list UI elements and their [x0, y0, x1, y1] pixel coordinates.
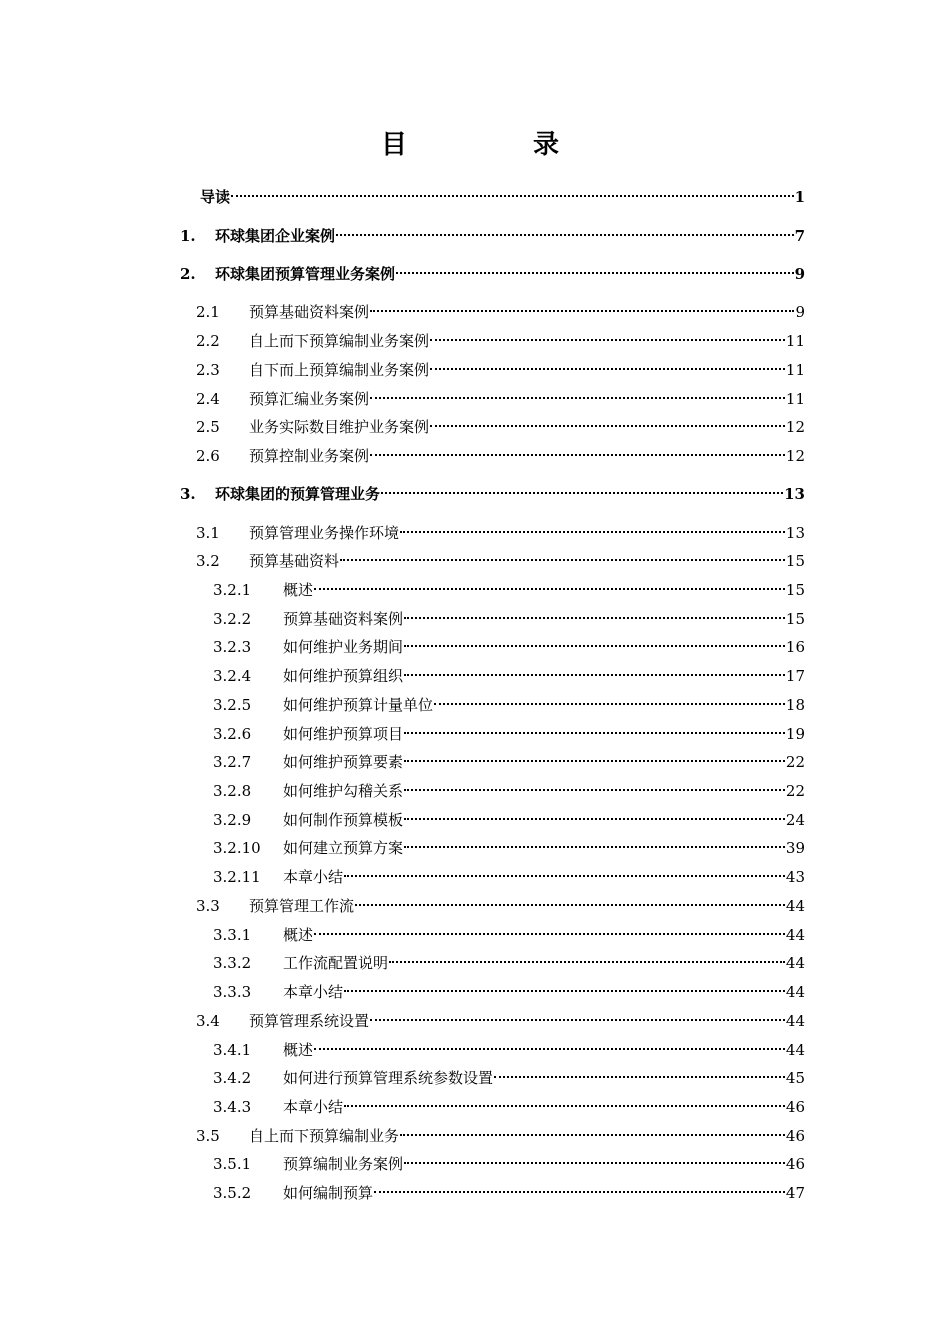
toc-entry-title: 如何维护预算要素 — [283, 753, 404, 771]
toc-entry-number: 3.3 — [196, 897, 220, 915]
toc-leader-dots — [404, 674, 785, 676]
toc-entry-title: 预算编制业务案例 — [283, 1155, 404, 1173]
toc-entry-page: 11 — [785, 390, 805, 408]
toc-entry[interactable] — [0, 1125, 950, 1147]
toc-leader-dots — [400, 1134, 785, 1136]
toc-leader-dots — [374, 1191, 785, 1193]
toc-entry[interactable] — [0, 866, 950, 888]
toc-entry-title: 预算管理业务操作环境 — [249, 524, 400, 542]
toc-entry-number: 3.2.6 — [213, 725, 252, 743]
toc-entry-title: 本章小结 — [283, 868, 344, 886]
toc-entry[interactable] — [0, 263, 950, 285]
toc-entry-page: 43 — [785, 868, 805, 886]
toc-leader-dots — [381, 492, 783, 494]
toc-leader-dots — [400, 531, 785, 533]
toc-entry-number: 3.3.2 — [213, 954, 252, 972]
toc-leader-dots — [344, 990, 785, 992]
toc-entry-title: 如何维护业务期间 — [283, 638, 404, 656]
toc-entry-page: 44 — [785, 926, 805, 944]
toc-entry-page: 46 — [785, 1155, 805, 1173]
toc-entry[interactable] — [0, 483, 950, 505]
toc-entry-page: 46 — [785, 1127, 805, 1145]
toc-leader-dots — [370, 454, 785, 456]
toc-entry[interactable] — [0, 608, 950, 630]
toc-entry-number: 3.4 — [196, 1012, 220, 1030]
toc-entry[interactable] — [0, 359, 950, 381]
toc-entry-number: 3.3.3 — [213, 983, 252, 1001]
toc-entry-title: 业务实际数目维护业务案例 — [249, 418, 430, 436]
toc-entry[interactable] — [0, 1182, 950, 1204]
toc-entry-title: 本章小结 — [283, 983, 344, 1001]
toc-entry-number: 3. — [180, 485, 196, 503]
toc-entry[interactable] — [0, 636, 950, 658]
toc-entry-number: 3.2.4 — [213, 667, 252, 685]
toc-leader-dots — [404, 789, 785, 791]
toc-entry[interactable] — [0, 330, 950, 352]
page-title: 目 录 — [380, 130, 609, 160]
toc-entry-page: 1 — [794, 188, 805, 206]
toc-leader-dots — [336, 234, 794, 236]
toc-entry[interactable] — [0, 694, 950, 716]
toc-entry-title: 如何维护勾稽关系 — [283, 782, 404, 800]
toc-entry[interactable] — [0, 723, 950, 745]
toc-leader-dots — [231, 195, 794, 197]
toc-leader-dots — [404, 760, 785, 762]
toc-leader-dots — [314, 1048, 785, 1050]
toc-entry-title: 预算控制业务案例 — [249, 447, 370, 465]
toc-entry-title: 环球集团的预算管理业务 — [215, 485, 381, 503]
toc-entry-page: 13 — [784, 485, 805, 503]
toc-entry-number: 2.5 — [196, 418, 220, 436]
toc-entry-page: 11 — [785, 332, 805, 350]
toc-entry-title: 本章小结 — [283, 1098, 344, 1116]
toc-entry-number: 3.2.2 — [213, 610, 252, 628]
toc-entry-page: 15 — [785, 581, 805, 599]
toc-entry-page: 15 — [785, 610, 805, 628]
toc-entry-title: 预算汇编业务案例 — [249, 390, 370, 408]
toc-leader-dots — [340, 559, 785, 561]
toc-entry-page: 19 — [785, 725, 805, 743]
toc-entry[interactable] — [0, 1096, 950, 1118]
toc-entry[interactable] — [0, 445, 950, 467]
toc-entry[interactable] — [0, 837, 950, 859]
toc-entry-number: 2. — [180, 265, 196, 283]
toc-entry-title: 工作流配置说明 — [283, 954, 389, 972]
toc-entry-page: 44 — [785, 1012, 805, 1030]
toc-entry-title: 概述 — [283, 926, 314, 944]
toc-entry-number: 2.4 — [196, 390, 220, 408]
toc-leader-dots — [370, 310, 794, 312]
toc-entry-title: 如何建立预算方案 — [283, 839, 404, 857]
toc-leader-dots — [344, 1105, 785, 1107]
toc-leader-dots — [434, 703, 785, 705]
toc-leader-dots — [396, 272, 794, 274]
toc-entry[interactable] — [0, 780, 950, 802]
toc-entry-number: 3.5.1 — [213, 1155, 252, 1173]
toc-entry-title: 如何编制预算 — [283, 1184, 374, 1202]
toc-leader-dots — [404, 732, 785, 734]
toc-entry-title: 预算基础资料案例 — [249, 303, 370, 321]
toc-entry[interactable] — [0, 1039, 950, 1061]
toc-entry-title: 自上而下预算编制业务 — [249, 1127, 400, 1145]
toc-entry-page: 22 — [785, 782, 805, 800]
toc-entry-page: 12 — [785, 447, 805, 465]
toc-entry-page: 45 — [785, 1069, 805, 1087]
toc-entry-title: 自下而上预算编制业务案例 — [249, 361, 430, 379]
toc-leader-dots — [430, 368, 785, 370]
toc-entry-page: 44 — [785, 954, 805, 972]
toc-entry[interactable] — [0, 301, 950, 323]
toc-entry-title: 如何维护预算计量单位 — [283, 696, 434, 714]
toc-entry[interactable] — [0, 225, 950, 247]
toc-leader-dots — [404, 818, 785, 820]
toc-leader-dots — [404, 846, 785, 848]
toc-entry-page: 11 — [785, 361, 805, 379]
toc-entry[interactable] — [0, 1153, 950, 1175]
toc-entry-number: 3.4.3 — [213, 1098, 252, 1116]
toc-entry-page: 13 — [785, 524, 805, 542]
toc-entry-number: 3.3.1 — [213, 926, 252, 944]
toc-entry-title: 如何维护预算组织 — [283, 667, 404, 685]
toc-leader-dots — [314, 933, 785, 935]
toc-entry-title: 预算管理工作流 — [249, 897, 355, 915]
toc-entry-page: 44 — [785, 897, 805, 915]
toc-entry-number: 3.4.1 — [213, 1041, 252, 1059]
toc-entry-number: 3.2.5 — [213, 696, 252, 714]
toc-entry-page: 39 — [785, 839, 805, 857]
toc-entry[interactable] — [0, 416, 950, 438]
toc-leader-dots — [404, 645, 785, 647]
toc-entry-number: 2.3 — [196, 361, 220, 379]
toc-leader-dots — [370, 397, 785, 399]
toc-entry-title: 预算基础资料 — [249, 552, 340, 570]
toc-entry-title: 如何维护预算项目 — [283, 725, 404, 743]
toc-entry-number: 3.2.3 — [213, 638, 252, 656]
toc-entry-title: 导读 — [200, 188, 231, 206]
toc-entry-number: 3.5 — [196, 1127, 220, 1145]
toc-leader-dots — [355, 904, 785, 906]
toc-entry[interactable] — [0, 388, 950, 410]
toc-entry-title: 环球集团企业案例 — [215, 227, 336, 245]
toc-entry[interactable] — [0, 952, 950, 974]
toc-entry-number: 2.1 — [196, 303, 220, 321]
toc-entry-page: 15 — [785, 552, 805, 570]
toc-entry-title: 如何进行预算管理系统参数设置 — [283, 1069, 494, 1087]
toc-entry[interactable] — [0, 522, 950, 544]
toc-entry-page: 9 — [795, 303, 805, 321]
toc-entry-number: 3.2.9 — [213, 811, 252, 829]
toc-entry[interactable] — [0, 981, 950, 1003]
toc-entry[interactable] — [0, 809, 950, 831]
toc-entry-number: 3.2.8 — [213, 782, 252, 800]
toc-entry-number: 3.1 — [196, 524, 220, 542]
toc-entry[interactable] — [0, 579, 950, 601]
toc-entry-number: 3.2.1 — [213, 581, 252, 599]
toc-entry-title: 环球集团预算管理业务案例 — [215, 265, 396, 283]
toc-entry-title: 预算管理系统设置 — [249, 1012, 370, 1030]
toc-entry-number: 3.4.2 — [213, 1069, 252, 1087]
toc-entry-page: 47 — [785, 1184, 805, 1202]
toc-entry-number: 3.2.10 — [213, 839, 261, 857]
toc-entry-page: 17 — [785, 667, 805, 685]
toc-entry[interactable] — [0, 751, 950, 773]
toc-entry-page: 44 — [785, 983, 805, 1001]
toc-leader-dots — [370, 1019, 785, 1021]
toc-entry-title: 预算基础资料案例 — [283, 610, 404, 628]
toc-entry-title: 概述 — [283, 581, 314, 599]
toc-entry-number: 3.2 — [196, 552, 220, 570]
toc-entry-page: 44 — [785, 1041, 805, 1059]
toc-entry-page: 12 — [785, 418, 805, 436]
toc-leader-dots — [430, 339, 785, 341]
toc-leader-dots — [389, 961, 785, 963]
toc-entry[interactable] — [0, 665, 950, 687]
toc-leader-dots — [344, 875, 785, 877]
toc-leader-dots — [430, 425, 785, 427]
toc-leader-dots — [494, 1076, 785, 1078]
toc-entry-page: 18 — [785, 696, 805, 714]
toc-entry-number: 3.5.2 — [213, 1184, 252, 1202]
toc-leader-dots — [404, 617, 785, 619]
toc-entry[interactable] — [0, 186, 950, 208]
toc-entry-page: 9 — [794, 265, 805, 283]
toc-entry-page: 22 — [785, 753, 805, 771]
toc-entry-page: 16 — [785, 638, 805, 656]
toc-entry-number: 3.2.7 — [213, 753, 252, 771]
toc-entry[interactable] — [0, 1010, 950, 1032]
toc-entry-title: 概述 — [283, 1041, 314, 1059]
toc-entry[interactable] — [0, 895, 950, 917]
toc-entry[interactable] — [0, 1067, 950, 1089]
toc-entry-number: 2.6 — [196, 447, 220, 465]
toc-entry-number: 2.2 — [196, 332, 220, 350]
toc-entry[interactable] — [0, 924, 950, 946]
toc-leader-dots — [314, 588, 785, 590]
toc-entry-page: 46 — [785, 1098, 805, 1116]
toc-entry-number: 1. — [180, 227, 196, 245]
toc-leader-dots — [404, 1162, 785, 1164]
toc-entry-number: 3.2.11 — [213, 868, 261, 886]
toc-entry-title: 如何制作预算模板 — [283, 811, 404, 829]
toc-entry-page: 24 — [785, 811, 805, 829]
toc-entry-page: 7 — [794, 227, 805, 245]
toc-entry[interactable] — [0, 550, 950, 572]
toc-entry-title: 自上而下预算编制业务案例 — [249, 332, 430, 350]
